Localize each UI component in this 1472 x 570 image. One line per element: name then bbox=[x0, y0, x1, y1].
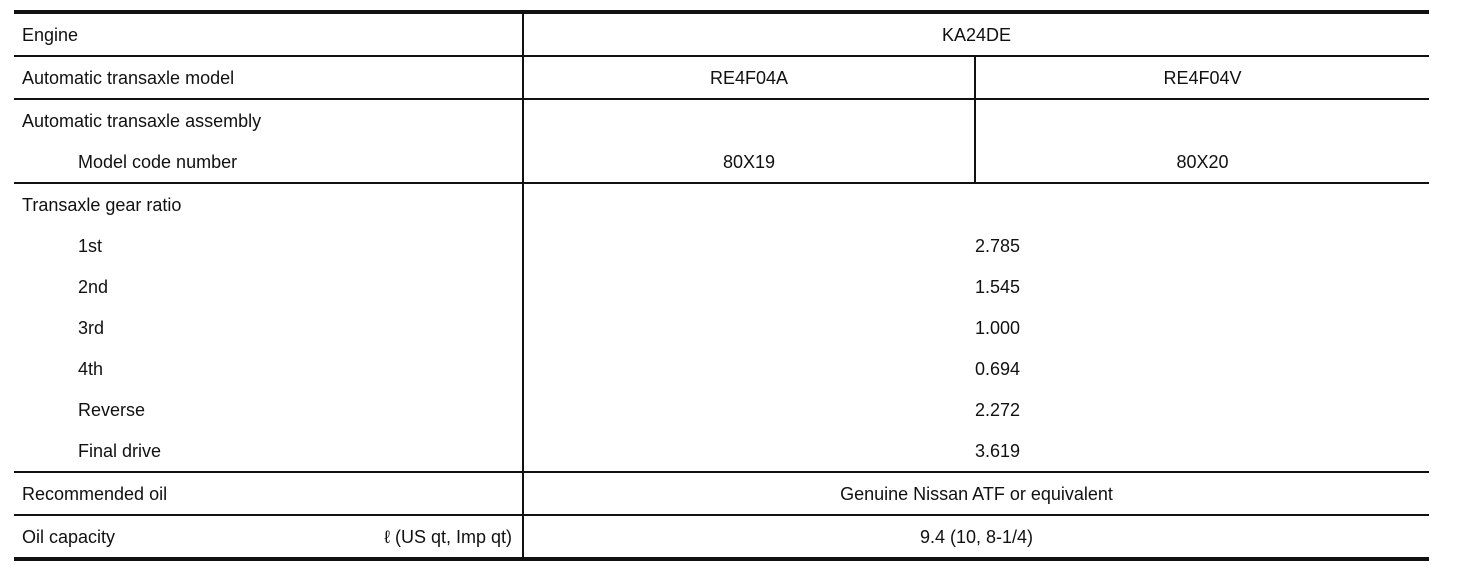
oil-capacity-label-cell bbox=[14, 515, 523, 559]
model-code-value-v: 80X20 bbox=[975, 141, 1429, 183]
recommended-oil-value: Genuine Nissan ATF or equivalent bbox=[523, 472, 1429, 515]
table-row bbox=[14, 12, 1429, 56]
gear-2nd-value: 1.545 bbox=[974, 276, 1021, 297]
gear-ratio-label: Transaxle gear ratio bbox=[22, 194, 182, 215]
gear-1st-value: 2.785 bbox=[974, 235, 1021, 256]
table-row bbox=[14, 515, 1429, 559]
engine-value: KA24DE bbox=[523, 12, 1429, 56]
oil-capacity-unit: ℓ (US qt, Imp qt) bbox=[384, 526, 512, 547]
oil-capacity-value: 9.4 (10, 8-1/4) bbox=[523, 515, 1429, 559]
table-row bbox=[14, 348, 1429, 389]
gear-2nd-label: 2nd bbox=[78, 276, 109, 297]
recommended-oil-label: Recommended oil bbox=[14, 472, 523, 515]
gear-reverse-label: Reverse bbox=[78, 399, 146, 420]
spec-table bbox=[14, 10, 1429, 561]
table-row bbox=[14, 430, 1429, 472]
gear-3rd-value: 1.000 bbox=[974, 317, 1021, 338]
table-row bbox=[14, 183, 1429, 225]
gear-final-drive-value: 3.619 bbox=[974, 440, 1021, 461]
empty-cell bbox=[523, 183, 1429, 225]
empty-cell bbox=[523, 99, 975, 141]
assembly-label: Automatic transaxle assembly bbox=[22, 110, 262, 131]
gear-4th-value-cell bbox=[523, 348, 1429, 389]
gear-4th-value: 0.694 bbox=[974, 358, 1021, 379]
table-row bbox=[14, 472, 1429, 515]
table-row bbox=[14, 225, 1429, 266]
table-row bbox=[14, 307, 1429, 348]
model-code-value-a: 80X19 bbox=[523, 141, 975, 183]
model-code-label: Model code number bbox=[14, 141, 523, 183]
gear-1st-label: 1st bbox=[78, 235, 103, 256]
gear-3rd-value-cell bbox=[523, 307, 1429, 348]
gear-final-drive-value-cell bbox=[523, 430, 1429, 472]
transaxle-model-value-v: RE4F04V bbox=[975, 56, 1429, 99]
gear-4th-label: 4th bbox=[78, 358, 104, 379]
transaxle-model-value-a: RE4F04A bbox=[523, 56, 975, 99]
table-row bbox=[14, 141, 1429, 183]
engine-label: Engine bbox=[14, 12, 523, 56]
table-row bbox=[14, 99, 1429, 141]
gear-final-drive-label: Final drive bbox=[14, 430, 523, 472]
gear-3rd-label: 3rd bbox=[78, 317, 105, 338]
gear-reverse-value: 2.272 bbox=[974, 399, 1021, 420]
table-row bbox=[14, 389, 1429, 430]
table-row bbox=[14, 266, 1429, 307]
oil-capacity-label: Oil capacity bbox=[22, 526, 116, 547]
gear-1st-value-cell bbox=[523, 225, 1429, 266]
gear-reverse-value-cell bbox=[523, 389, 1429, 430]
table-row bbox=[14, 56, 1429, 99]
empty-cell bbox=[975, 99, 1429, 141]
gear-2nd-value-cell bbox=[523, 266, 1429, 307]
transaxle-model-label: Automatic transaxle model bbox=[14, 56, 523, 99]
